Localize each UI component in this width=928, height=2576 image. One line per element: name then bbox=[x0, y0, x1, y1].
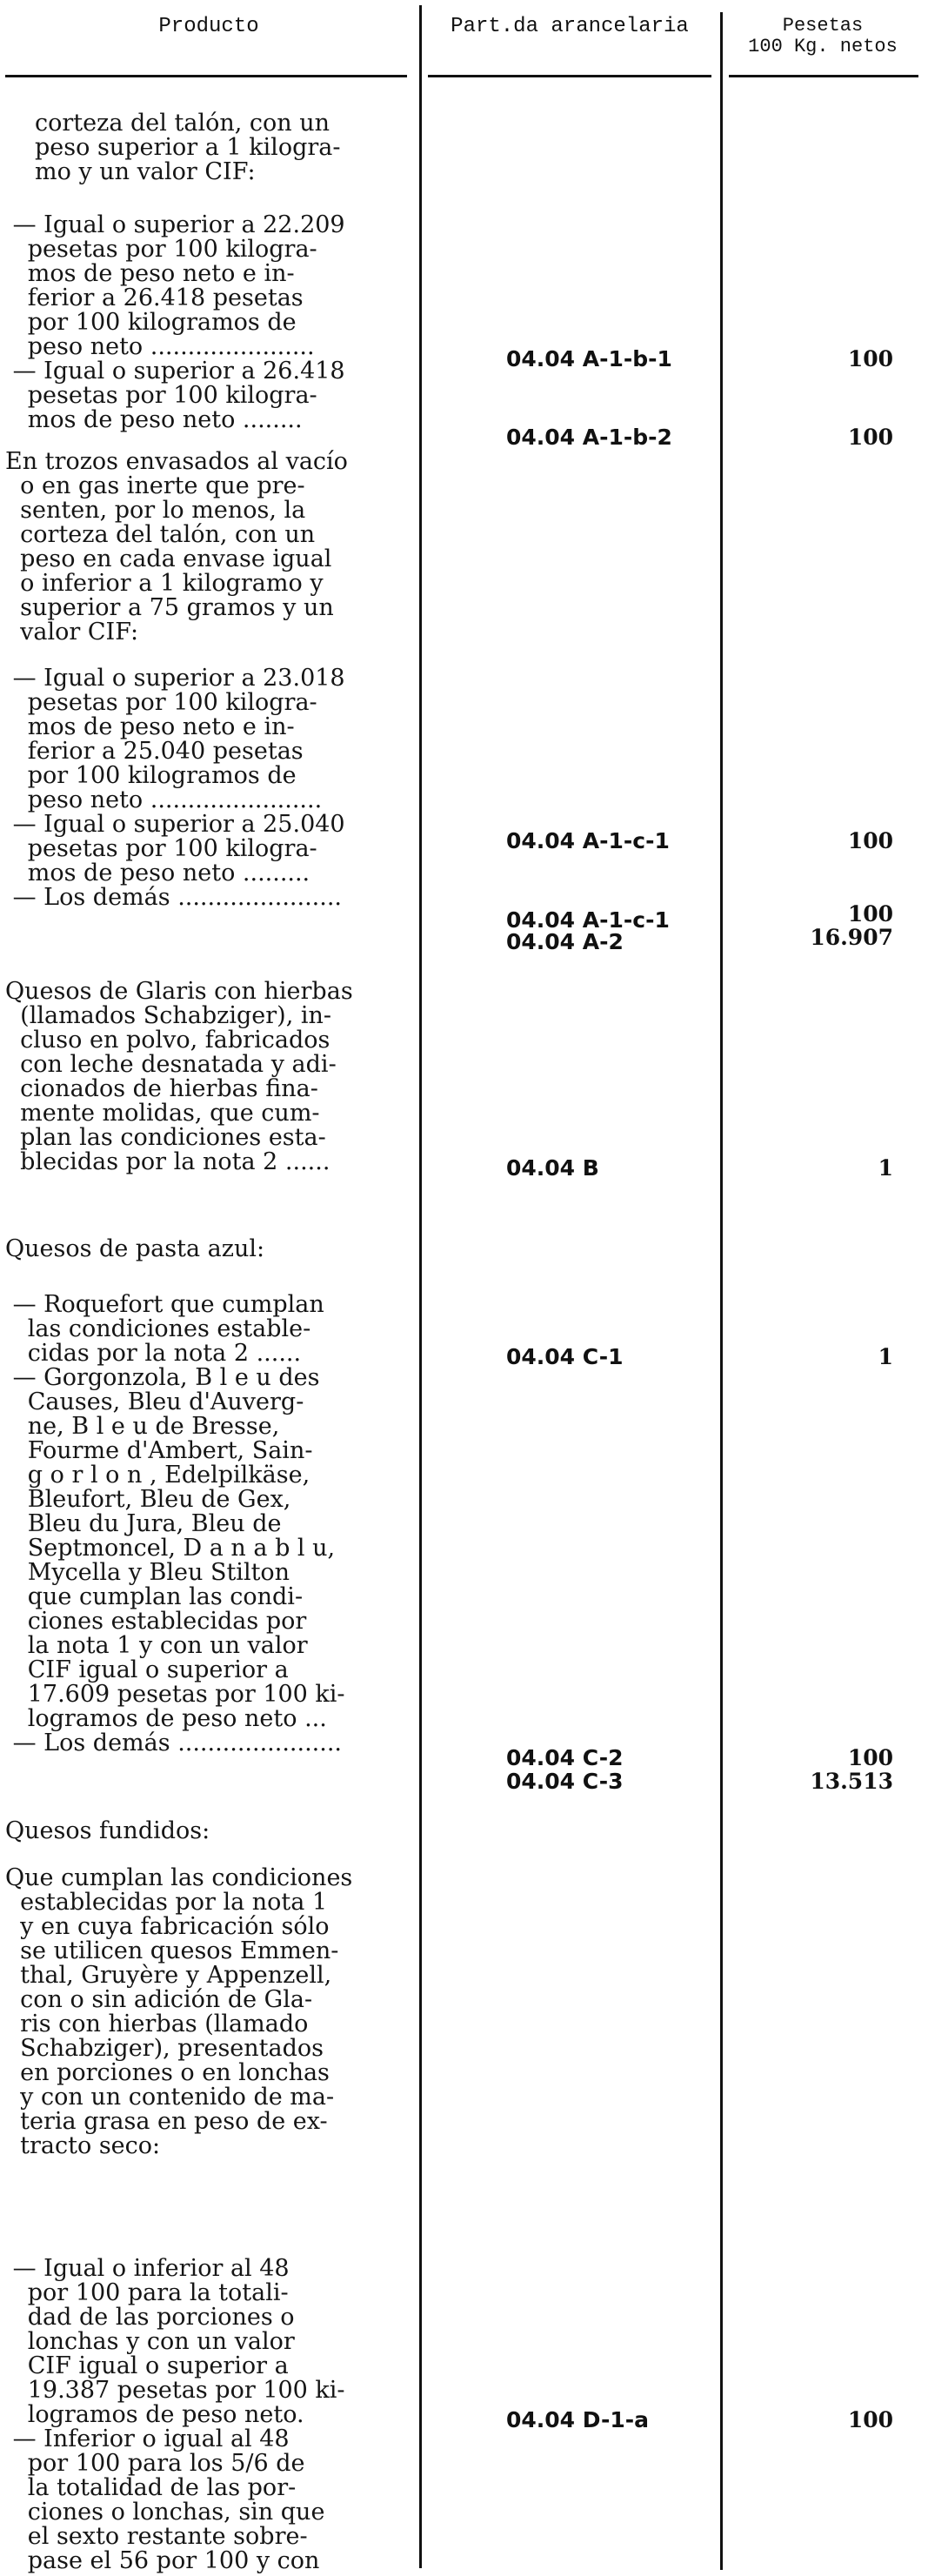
text-block-1: corteza del talón, con un peso superior a 1 kilogra- mo y un valor CIF: bbox=[35, 110, 341, 185]
text-block-5: Quesos de Glaris con hierbas (llamados Schabziger), in- cluso en polvo, fabricados con leche desnatada y adi- cionados de hierbas fina- mente molidas, que cum- plan las condiciones esta- blecidas por la nota 2 ...... bbox=[5, 978, 353, 1175]
header-partida: Part.da arancelaria bbox=[451, 15, 689, 38]
text-block-2: — Igual o superior a 22.209 pesetas por 100 kilogra- mos de peso neto e in- ferior a 26.418 pesetas por 100 kilogramos de peso neto ...................... — Igual o superior a 26.418 pesetas por 100 kilogra- mos de peso neto ........ bbox=[12, 211, 345, 433]
header-rule-partida bbox=[428, 75, 711, 77]
text-block-10: — Igual o inferior al 48 por 100 para la totali- dad de las porciones o lonchas y con un valor CIF igual o superior a 19.387 pesetas por 100 ki- logramos de peso neto. — Inferior o igual al 48 por 100 para los 5/6 de la totalidad de las por- ciones o lonchas, sin que el sexto restante sobre- pase el 56 por 100 y con bbox=[12, 2255, 345, 2574]
text-block-3: En trozos envasados al vacío o en gas inerte que pre- senten, por lo menos, la corteza del talón, con un peso en cada envase igual o inferior a 1 kilogramo y superior a 75 gramos y un valor CIF: bbox=[5, 448, 348, 646]
text-block-9: Que cumplan las condiciones establecidas por la nota 1 y en cuya fabricación sólo se utilicen quesos Emmen- thal, Gruyère y Appenzell, con o sin adición de Gla- ris con hierbas (llamado Schabziger), presentados en porciones o en lonchas y con un contenido de ma- teria grasa en peso de ex- tracto seco: bbox=[5, 1864, 353, 2159]
pesetas-value: 100 bbox=[847, 828, 893, 853]
tariff-code: 04.04 C-3 bbox=[506, 1769, 624, 1794]
text-block-6: Quesos de pasta azul: bbox=[5, 1235, 265, 1262]
tariff-code: 04.04 C-2 bbox=[506, 1745, 624, 1770]
tariff-code: 04.04 A-1-b-1 bbox=[506, 346, 672, 371]
tariff-code: 04.04 A-1-c-1 bbox=[506, 907, 670, 933]
text-block-7: — Roquefort que cumplan las condiciones estable- cidas por la nota 2 ...... — Gorgonzola, B l e u des Causes, Bleu d'Auverg- ne, B l e u de Bresse, Fourme d'Ambert, Sain- g o r l o n , Edelpilkäse, Bleufort, Bleu de Gex, Bleu du Jura, Bleu de Septmoncel, D a n a b l u, Mycella y Bleu Stilton que cumplan las condi- ciones establecidas por la nota 1 y con un valor CIF igual o superior a 17.609 pesetas por 100 ki- logramos de peso neto ... — Los demás ...................... bbox=[12, 1291, 345, 1756]
header-rule-producto bbox=[5, 75, 407, 77]
tariff-code: 04.04 A-1-c-1 bbox=[506, 828, 670, 853]
tariff-code: 04.04 B bbox=[506, 1155, 599, 1181]
pesetas-value: 1 bbox=[878, 1155, 893, 1181]
pesetas-value: 100 bbox=[847, 346, 893, 371]
tariff-code: 04.04 D-1-a bbox=[506, 2407, 650, 2432]
header-producto: Producto bbox=[158, 15, 259, 38]
column-divider-2 bbox=[720, 12, 723, 2570]
pesetas-value: 100 bbox=[847, 2407, 893, 2432]
tariff-code: 04.04 A-1-b-2 bbox=[506, 425, 672, 450]
pesetas-value: 100 bbox=[847, 901, 893, 927]
pesetas-value: 16.907 bbox=[810, 925, 893, 950]
header-pesetas: Pesetas 100 Kg. netos bbox=[748, 15, 898, 57]
pesetas-value: 1 bbox=[878, 1344, 893, 1369]
text-block-8: Quesos fundidos: bbox=[5, 1817, 210, 1844]
pesetas-value: 100 bbox=[847, 425, 893, 450]
pesetas-value: 13.513 bbox=[810, 1769, 893, 1794]
column-divider-1 bbox=[419, 5, 422, 2568]
pesetas-value: 100 bbox=[847, 1745, 893, 1770]
header-rule-pesetas bbox=[729, 75, 918, 77]
tariff-code: 04.04 A-2 bbox=[506, 929, 624, 954]
tariff-code: 04.04 C-1 bbox=[506, 1344, 624, 1369]
text-block-4: — Igual o superior a 23.018 pesetas por 100 kilogra- mos de peso neto e in- ferior a 25.040 pesetas por 100 kilogramos de peso neto ....................... — Igual o superior a 25.040 pesetas por 100 kilogra- mos de peso neto ......... — Los demás ...................... bbox=[12, 665, 345, 911]
